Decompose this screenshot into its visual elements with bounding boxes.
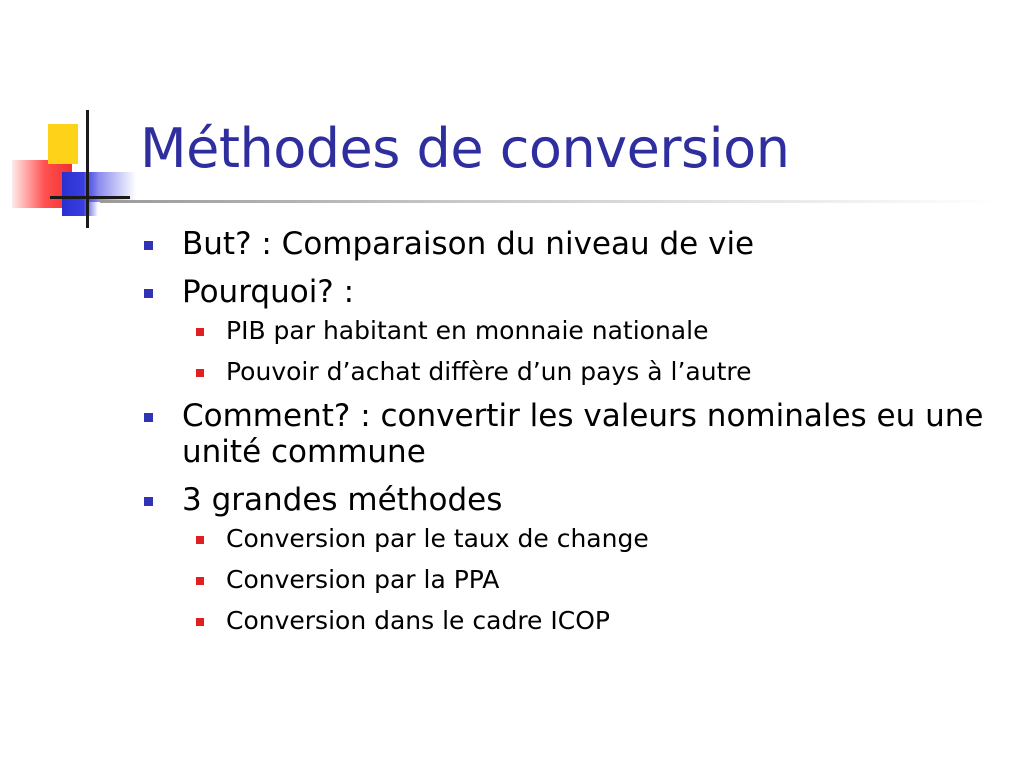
bullet-item: [144, 482, 1004, 518]
red-square-bullet-icon: [196, 369, 204, 377]
title-underline: [100, 200, 1000, 203]
bullet-item: [144, 226, 1004, 262]
square-bullet-icon: [144, 289, 153, 298]
sub-bullet-item: [144, 606, 1004, 636]
sub-bullet-text: Conversion par le taux de change: [226, 524, 649, 553]
bullet-text: Pourquoi? :: [182, 274, 355, 310]
decorative-yellow-square: [48, 124, 78, 164]
bullet-text: But? : Comparaison du niveau de vie: [182, 226, 755, 262]
sub-bullet-item: [144, 357, 1004, 387]
square-bullet-icon: [144, 413, 153, 422]
red-square-bullet-icon: [196, 618, 204, 626]
bullet-text: Comment? : convertir les valeurs nominales eu une unité commune: [182, 398, 984, 470]
square-bullet-icon: [144, 497, 153, 506]
sub-bullet-item: [144, 316, 1004, 346]
square-bullet-icon: [144, 241, 153, 250]
red-square-bullet-icon: [196, 536, 204, 544]
sub-bullet-text: Pouvoir d’achat diffère d’un pays à l’autre: [226, 357, 752, 386]
bullet-text: 3 grandes méthodes: [182, 482, 503, 518]
decorative-horizontal-line: [50, 196, 130, 199]
sub-bullet-list: [144, 316, 1004, 387]
bullet-list: [144, 226, 1004, 647]
slide-title: Méthodes de conversion: [140, 117, 790, 180]
sub-bullet-item: [144, 524, 1004, 554]
red-square-bullet-icon: [196, 577, 204, 585]
sub-bullet-text: Conversion dans le cadre ICOP: [226, 606, 610, 635]
bullet-item: [144, 274, 1004, 310]
sub-bullet-text: PIB par habitant en monnaie nationale: [226, 316, 709, 345]
sub-bullet-list: [144, 524, 1004, 636]
sub-bullet-text: Conversion par la PPA: [226, 565, 500, 594]
bullet-item: [144, 398, 1004, 470]
decorative-vertical-line: [86, 110, 89, 228]
red-square-bullet-icon: [196, 328, 204, 336]
sub-bullet-item: [144, 565, 1004, 595]
